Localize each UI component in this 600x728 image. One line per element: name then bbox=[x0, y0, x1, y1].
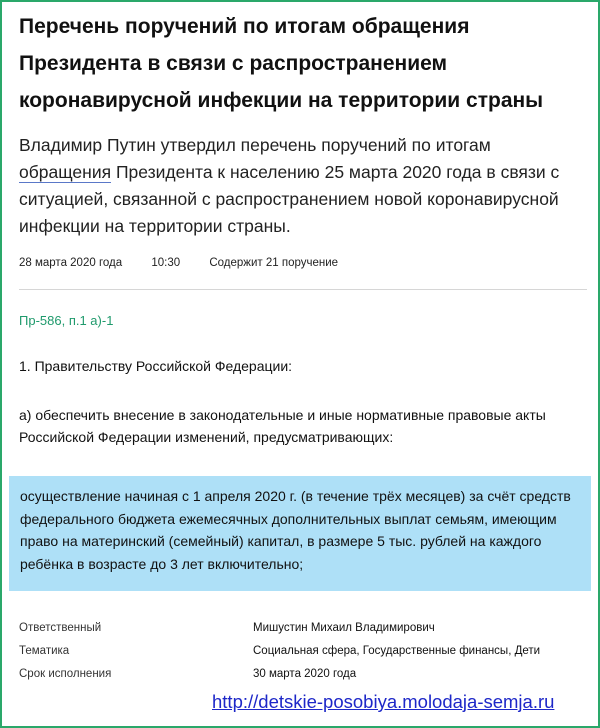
instruction-clause: а) обеспечить внесение в законодательные и иные нормативные правовые акты Российской Федерации изменений, предусматривающих: bbox=[19, 407, 546, 445]
publish-date: 28 марта 2020 года bbox=[19, 257, 123, 269]
detail-row-responsible bbox=[19, 617, 589, 640]
publish-time: 10:30 bbox=[151, 257, 181, 269]
detail-row-topic bbox=[19, 640, 589, 663]
detail-value: 30 марта 2020 года bbox=[253, 668, 357, 680]
instructions-count: Содержит 21 поручение bbox=[209, 257, 339, 269]
instruction-code[interactable]: Пр-586, п.1 а)-1 bbox=[19, 313, 114, 328]
detail-row-deadline bbox=[19, 663, 589, 686]
lead-paragraph bbox=[19, 132, 584, 240]
detail-label: Срок исполнения bbox=[19, 668, 112, 680]
details-table bbox=[19, 617, 589, 686]
highlighted-block bbox=[9, 476, 591, 591]
lead-text-after: Президента к населению 25 марта 2020 года в связи с ситуацией, связанной с распространением новой коронавирусной инфекции на территории страны. bbox=[19, 162, 560, 236]
watermark-link[interactable]: http://detskie-posobiya.molodaja-semja.ru bbox=[212, 691, 555, 712]
detail-value[interactable]: Мишустин Михаил Владимирович bbox=[253, 622, 435, 634]
instruction-heading: 1. Правительству Российской Федерации: bbox=[19, 358, 293, 374]
page-title: Перечень поручений по итогам обращения Президента в связи с распространением коронавирусной инфекции на территории страны bbox=[19, 15, 544, 112]
divider bbox=[19, 289, 587, 290]
article-meta bbox=[19, 257, 338, 269]
highlighted-text: осуществление начиная с 1 апреля 2020 г. (в течение трёх месяцев) за счёт средств федерального бюджета ежемесячных дополнительных выплат семьям, имеющим право на материнский (семейный) капитал, в размере 5 тыс. рублей на каждого ребёнка в возрасте до 3 лет включительно; bbox=[20, 488, 571, 572]
detail-value[interactable]: Социальная сфера, Государственные финансы, Дети bbox=[253, 645, 541, 657]
lead-text-before: Владимир Путин утвердил перечень поручений по итогам bbox=[19, 135, 491, 155]
detail-label: Ответственный bbox=[19, 622, 102, 634]
detail-label: Тематика bbox=[19, 645, 70, 657]
address-link[interactable]: обращения bbox=[19, 162, 112, 182]
